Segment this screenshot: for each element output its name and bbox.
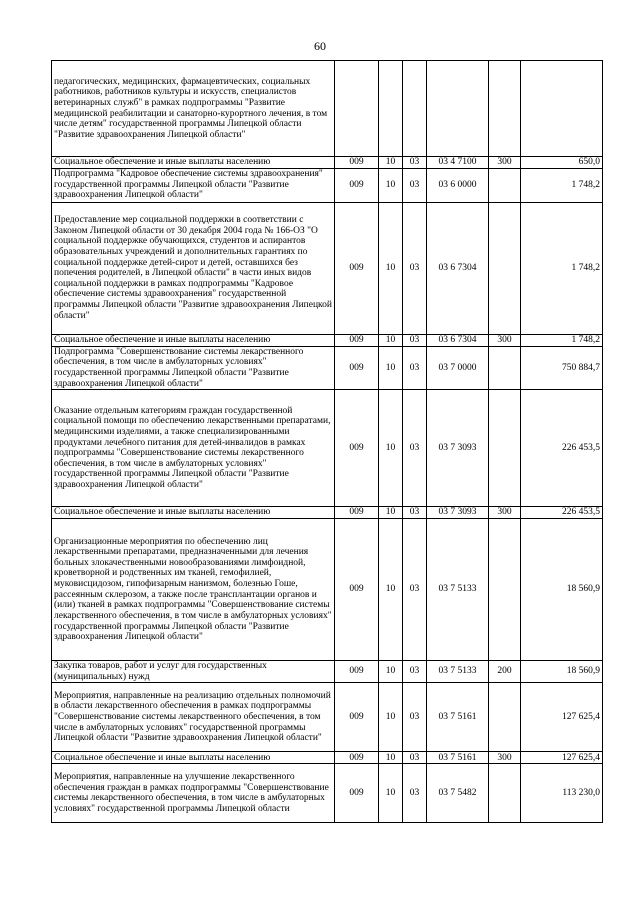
row-name: Предоставление мер социальной поддержки в соответствии с Законом Липецкой области от 30 декабря 2004 года № 166-ОЗ "О социальной поддержке обучающихся, студентов и аспирантов образовательных учреждений и дополнительных гарантиях по социальной поддержке детей-сирот и детей, оставшихся без попечения родителей, в Липецкой области" в части иных видов социальной поддержки в рамках подпрограммы "Кадровое обеспечение системы здравоохранения" государственной программы Липецкой области "Развитие здравоохранения Липецкой области" <box>52 202 335 334</box>
budget-table <box>51 60 603 823</box>
amount: 18 560,9 <box>521 661 603 683</box>
row-name: Мероприятия, направленные на реализацию отдельных полномочий в области лекарственного обеспечения в рамках подпрограммы "Совершенствование системы лекарственного обеспечения, в том числе в амбулаторных условиях" государственной программы Липецкой области "Развитие здравоохранения Липецкой области" <box>52 683 335 752</box>
section-code <box>379 61 403 157</box>
target-article: 03 7 5482 <box>427 764 489 823</box>
table-row <box>52 390 603 507</box>
row-name: Социальное обеспечение и иные выплаты населению <box>52 157 335 169</box>
amount: 750 884,7 <box>521 346 603 390</box>
ministry-code: 009 <box>335 507 379 519</box>
target-article: 03 7 5133 <box>427 661 489 683</box>
target-article: 03 7 5133 <box>427 519 489 661</box>
page-number: 60 <box>314 39 326 53</box>
subsection-code: 03 <box>403 764 427 823</box>
ministry-code: 009 <box>335 168 379 202</box>
ministry-code: 009 <box>335 661 379 683</box>
ministry-code: 009 <box>335 157 379 169</box>
target-article: 03 7 3093 <box>427 390 489 507</box>
table-row <box>52 346 603 390</box>
subsection-code: 03 <box>403 334 427 346</box>
expense-type: 200 <box>489 661 521 683</box>
ministry-code: 009 <box>335 752 379 764</box>
target-article: 03 7 3093 <box>427 507 489 519</box>
amount: 113 230,0 <box>521 764 603 823</box>
subsection-code: 03 <box>403 507 427 519</box>
expense-type <box>489 519 521 661</box>
table-body <box>52 61 603 823</box>
row-name: педагогических, медицинских, фармацевтических, социальных работников, работников культуры и искусств, специалистов ветеринарных служб" в рамках подпрограммы "Развитие медицинской реабилитации и санаторно-курортного лечения, в том числе детям" государственной программы Липецкой области "Развитие здравоохранения Липецкой области" <box>52 61 335 157</box>
amount: 226 453,5 <box>521 507 603 519</box>
expense-type: 300 <box>489 157 521 169</box>
expense-type: 300 <box>489 752 521 764</box>
amount <box>521 61 603 157</box>
amount: 18 560,9 <box>521 519 603 661</box>
amount: 1 748,2 <box>521 334 603 346</box>
expense-type <box>489 202 521 334</box>
section-code: 10 <box>379 334 403 346</box>
table-row <box>52 519 603 661</box>
section-code: 10 <box>379 157 403 169</box>
ministry-code: 009 <box>335 683 379 752</box>
ministry-code <box>335 61 379 157</box>
target-article: 03 6 0000 <box>427 168 489 202</box>
subsection-code <box>403 61 427 157</box>
subsection-code: 03 <box>403 683 427 752</box>
expense-type <box>489 168 521 202</box>
table-row <box>52 752 603 764</box>
amount: 127 625,4 <box>521 752 603 764</box>
target-article: 03 6 7304 <box>427 334 489 346</box>
amount: 650,0 <box>521 157 603 169</box>
table-row <box>52 507 603 519</box>
amount: 1 748,2 <box>521 202 603 334</box>
target-article: 03 4 7100 <box>427 157 489 169</box>
table-row <box>52 764 603 823</box>
subsection-code: 03 <box>403 519 427 661</box>
target-article: 03 7 5161 <box>427 752 489 764</box>
section-code: 10 <box>379 519 403 661</box>
target-article: 03 6 7304 <box>427 202 489 334</box>
row-name: Подпрограмма "Совершенствование системы лекарственного обеспечения, в том числе в амбулаторных условиях" государственной программы Липецкой области "Развитие здравоохранения Липецкой области" <box>52 346 335 390</box>
target-article: 03 7 5161 <box>427 683 489 752</box>
expense-type <box>489 390 521 507</box>
section-code: 10 <box>379 168 403 202</box>
row-name: Закупка товаров, работ и услуг для государственных (муниципальных) нужд <box>52 661 335 683</box>
subsection-code: 03 <box>403 346 427 390</box>
expense-type <box>489 346 521 390</box>
row-name: Социальное обеспечение и иные выплаты населению <box>52 507 335 519</box>
ministry-code: 009 <box>335 519 379 661</box>
section-code: 10 <box>379 202 403 334</box>
ministry-code: 009 <box>335 346 379 390</box>
table-row <box>52 168 603 202</box>
target-article <box>427 61 489 157</box>
ministry-code: 009 <box>335 764 379 823</box>
table-row <box>52 202 603 334</box>
ministry-code: 009 <box>335 202 379 334</box>
expense-type: 300 <box>489 507 521 519</box>
amount: 1 748,2 <box>521 168 603 202</box>
row-name: Подпрограмма "Кадровое обеспечение системы здравоохранения" государственной программы Липецкой области "Развитие здравоохранения Липецкой области" <box>52 168 335 202</box>
expense-type <box>489 764 521 823</box>
target-article: 03 7 0000 <box>427 346 489 390</box>
subsection-code: 03 <box>403 168 427 202</box>
amount: 127 625,4 <box>521 683 603 752</box>
table-row <box>52 61 603 157</box>
table-row <box>52 683 603 752</box>
subsection-code: 03 <box>403 752 427 764</box>
section-code: 10 <box>379 764 403 823</box>
table-row <box>52 661 603 683</box>
ministry-code: 009 <box>335 390 379 507</box>
row-name: Организационные мероприятия по обеспечению лиц лекарственными препаратами, предназначенными для лечения больных злокачественными новообразованиями лимфоидной, кроветворной и родственных им тканей, гемофилией, муковисцидозом, гипофизарным нанизмом, болезнью Гоше, рассеянным склерозом, а также после трансплантации органов и (или) тканей в рамках подпрограммы "Совершенствование системы лекарственного обеспечения, в том числе в амбулаторных условиях" государственной программы Липецкой области "Развитие здравоохранения Липецкой области" <box>52 519 335 661</box>
table-row <box>52 157 603 169</box>
expense-type: 300 <box>489 334 521 346</box>
subsection-code: 03 <box>403 202 427 334</box>
section-code: 10 <box>379 507 403 519</box>
expense-type <box>489 683 521 752</box>
expense-type <box>489 61 521 157</box>
ministry-code: 009 <box>335 334 379 346</box>
section-code: 10 <box>379 390 403 507</box>
section-code: 10 <box>379 661 403 683</box>
row-name: Социальное обеспечение и иные выплаты населению <box>52 752 335 764</box>
row-name: Мероприятия, направленные на улучшение лекарственного обеспечения граждан в рамках подпрограммы "Совершенствование системы лекарственного обеспечения, в том числе в амбулаторных условиях" государственной программы Липецкой области <box>52 764 335 823</box>
subsection-code: 03 <box>403 390 427 507</box>
amount: 226 453,5 <box>521 390 603 507</box>
section-code: 10 <box>379 683 403 752</box>
table-row <box>52 334 603 346</box>
subsection-code: 03 <box>403 157 427 169</box>
subsection-code: 03 <box>403 661 427 683</box>
section-code: 10 <box>379 752 403 764</box>
section-code: 10 <box>379 346 403 390</box>
row-name: Оказание отдельным категориям граждан государственной социальной помощи по обеспечению лекарственными препаратами, медицинскими изделиями, а также специализированными продуктами лечебного питания для детей-инвалидов в рамках подпрограммы "Совершенствование системы лекарственного обеспечения, в том числе в амбулаторных условиях" государственной программы Липецкой области "Развитие здравоохранения Липецкой области" <box>52 390 335 507</box>
row-name: Социальное обеспечение и иные выплаты населению <box>52 334 335 346</box>
